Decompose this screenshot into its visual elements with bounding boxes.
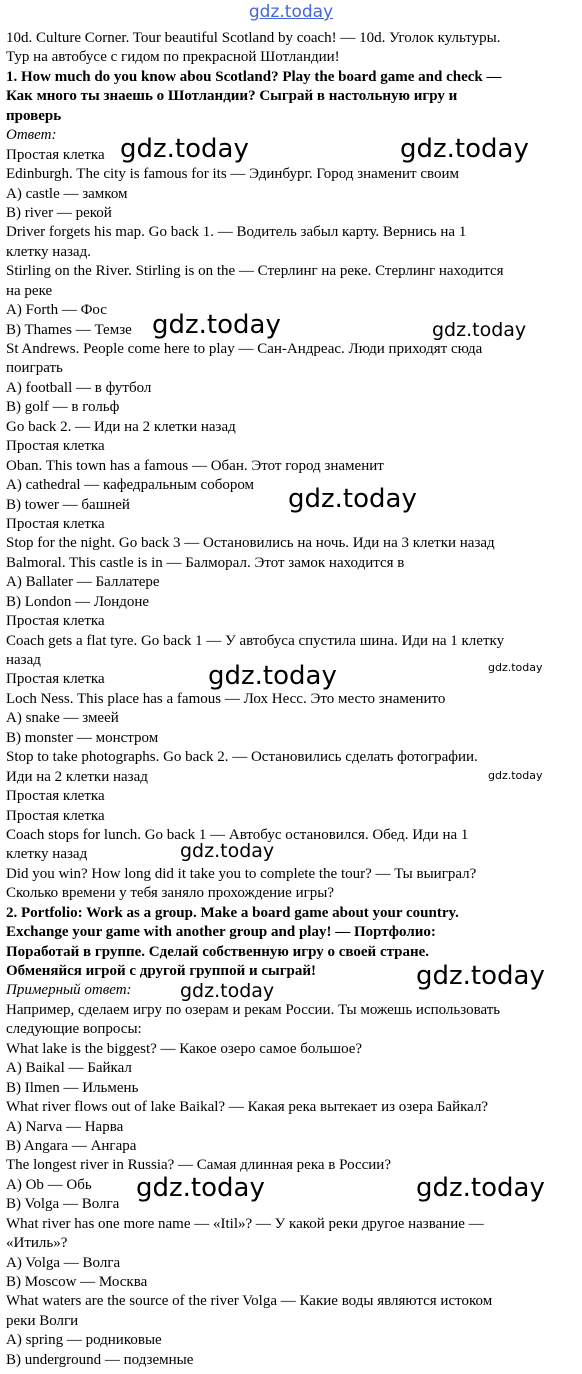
text-line: St Andrews. People come here to play — Сан-Андреас. Люди приходят сюда xyxy=(6,341,483,357)
text-line: A) Volga — Волга xyxy=(6,1254,121,1271)
text-line: реки Волги xyxy=(6,1312,79,1329)
text-line: A) Narva — Нарва xyxy=(6,1118,124,1135)
text-line: B) golf — в гольф xyxy=(6,399,120,416)
text-line: назад xyxy=(6,652,41,668)
watermark: gdz.today xyxy=(488,661,543,674)
text-line: Coach gets a flat tyre. Go back 1 — У автобуса спустила шина. Иди на 1 клетку xyxy=(6,632,505,649)
text-line: Did you win? How long did it take you to complete the tour? — Ты выиграл? xyxy=(6,865,477,882)
text-line: Go back 2. — Иди на 2 клетки назад xyxy=(6,418,236,435)
text-line: Простая клетка xyxy=(6,438,105,455)
text-line: Oban. This town has a famous — Обан. Этот город знаменит xyxy=(6,457,384,474)
watermark: gdz.today xyxy=(136,1173,265,1203)
site-link[interactable]: gdz.today xyxy=(248,2,334,22)
watermark: gdz.today xyxy=(400,134,529,164)
watermark: gdz.today xyxy=(208,661,337,691)
text-line: на реке xyxy=(6,282,53,299)
text-line: 2. Portfolio: Work as a group. Make a board game about your country. xyxy=(6,904,459,921)
text-line: B) Thames — Темзе xyxy=(6,321,132,338)
text-line: B) underground — подземные xyxy=(6,1351,194,1368)
text-line: Обменяйся игрой с другой группой и сыграй! xyxy=(6,963,317,979)
text-line: Driver forgets his map. Go back 1. — Водитель забыл карту. Вернись на 1 xyxy=(6,224,467,241)
text-line: Сколько времени у тебя заняло прохождение игры? xyxy=(6,885,334,902)
text-line: Простая клетка xyxy=(6,613,105,630)
text-line: поиграть xyxy=(6,360,63,377)
text-line: What river flows out of lake Baikal? — Какая река вытекает из озера Байкал? xyxy=(6,1099,489,1116)
watermark: gdz.today xyxy=(488,769,543,782)
text-line: What waters are the source of the river Volga — Какие воды являются истоком xyxy=(6,1293,493,1310)
text-line: 10d. Culture Corner. Tour beautiful Scotland by coach! — 10d. Уголок культуры. xyxy=(6,30,501,46)
text-line: проверь xyxy=(6,107,62,124)
watermark: gdz.today xyxy=(288,484,417,514)
text-line: Например, сделаем игру по озерам и рекам России. Ты можешь использовать xyxy=(6,1001,501,1018)
text-line: A) Ob — Обь xyxy=(6,1176,92,1193)
watermark: gdz.today xyxy=(432,319,527,341)
text-line: A) football — в футбол xyxy=(6,379,152,396)
text-line: A) castle — замком xyxy=(6,185,128,202)
watermark: gdz.today xyxy=(416,961,545,991)
text-line: клетку назад. xyxy=(6,243,91,260)
text-line: Stirling on the River. Stirling is on the — Стерлинг на реке. Стерлинг находится xyxy=(6,263,504,280)
text-line: Coach stops for lunch. Go back 1 — Автобус остановился. Обед. Иди на 1 xyxy=(6,826,469,843)
text-line: Edinburgh. The city is famous for its — Эдинбург. Город знаменит своим xyxy=(6,166,459,183)
text-line: A) cathedral — кафедральным собором xyxy=(6,477,255,494)
text-line: Как много ты знаешь о Шотландии? Сыграй в настольную игру и xyxy=(6,88,458,105)
watermark: gdz.today xyxy=(180,840,275,862)
text-line: Stop to take photographs. Go back 2. — Остановились сделать фотографии. xyxy=(6,749,478,766)
text-line: A) Forth — Фос xyxy=(6,302,107,319)
text-line: Exchange your game with another group and play! — Портфолио: xyxy=(6,924,436,941)
text-line: B) Moscow — Москва xyxy=(6,1274,148,1290)
text-line: B) Angara — Ангара xyxy=(6,1137,137,1154)
text-line: 1. How much do you know abou Scotland? Play the board game and check — xyxy=(6,68,502,85)
watermark: gdz.today xyxy=(152,310,281,340)
text-line: Поработай в группе. Сделай собственную игру о своей стране. xyxy=(6,943,430,960)
text-line: B) monster — монстром xyxy=(6,729,159,746)
text-line: B) tower — башней xyxy=(6,496,130,513)
text-line: Stop for the night. Go back 3 — Остановились на ночь. Иди на 3 клетки назад xyxy=(6,535,495,552)
watermark: gdz.today xyxy=(120,134,249,164)
text-line: The longest river in Russia? — Самая длинная река в России? xyxy=(6,1157,391,1174)
text-line: Balmoral. This castle is in — Балморал. Этот замок находится в xyxy=(6,554,405,571)
text-line: Простая клетка xyxy=(6,146,105,163)
text-line: B) London — Лондоне xyxy=(6,593,150,610)
text-line: Простая клетка xyxy=(6,671,105,688)
text-line: B) Volga — Волга xyxy=(6,1196,120,1213)
text-line: клетку назад xyxy=(6,846,88,863)
text-line: Тур на автобусе с гидом по прекрасной Шотландии! xyxy=(6,49,340,66)
text-line: B) river — рекой xyxy=(6,204,112,221)
watermark: gdz.today xyxy=(180,980,275,1002)
text-line: Ответ: xyxy=(6,127,57,144)
text-line: Простая клетка xyxy=(6,515,105,532)
document-body xyxy=(6,29,574,1370)
text-line: A) Ballater — Баллатере xyxy=(6,574,160,591)
text-line: A) snake — змеей xyxy=(6,710,119,727)
text-line: Примерный ответ: xyxy=(6,982,132,999)
text-line: What river has one more name — «Itil»? — У какой реки другое название — xyxy=(6,1215,484,1232)
text-line: следующие вопросы: xyxy=(6,1021,142,1038)
text-line: Простая клетка xyxy=(6,807,105,824)
text-line: Loch Ness. This place has a famous — Лох Несс. Это место знаменито xyxy=(6,690,446,707)
text-line: Иди на 2 клетки назад xyxy=(6,768,148,785)
text-line: What lake is the biggest? — Какое озеро самое большое? xyxy=(6,1040,363,1057)
text-line: Простая клетка xyxy=(6,788,105,805)
text-line: «Итиль»? xyxy=(6,1235,68,1252)
text-line: B) Ilmen — Ильмень xyxy=(6,1079,139,1096)
text-line: A) spring — родниковые xyxy=(6,1332,162,1349)
text-line: A) Baikal — Байкал xyxy=(6,1060,132,1077)
watermark: gdz.today xyxy=(416,1173,545,1203)
